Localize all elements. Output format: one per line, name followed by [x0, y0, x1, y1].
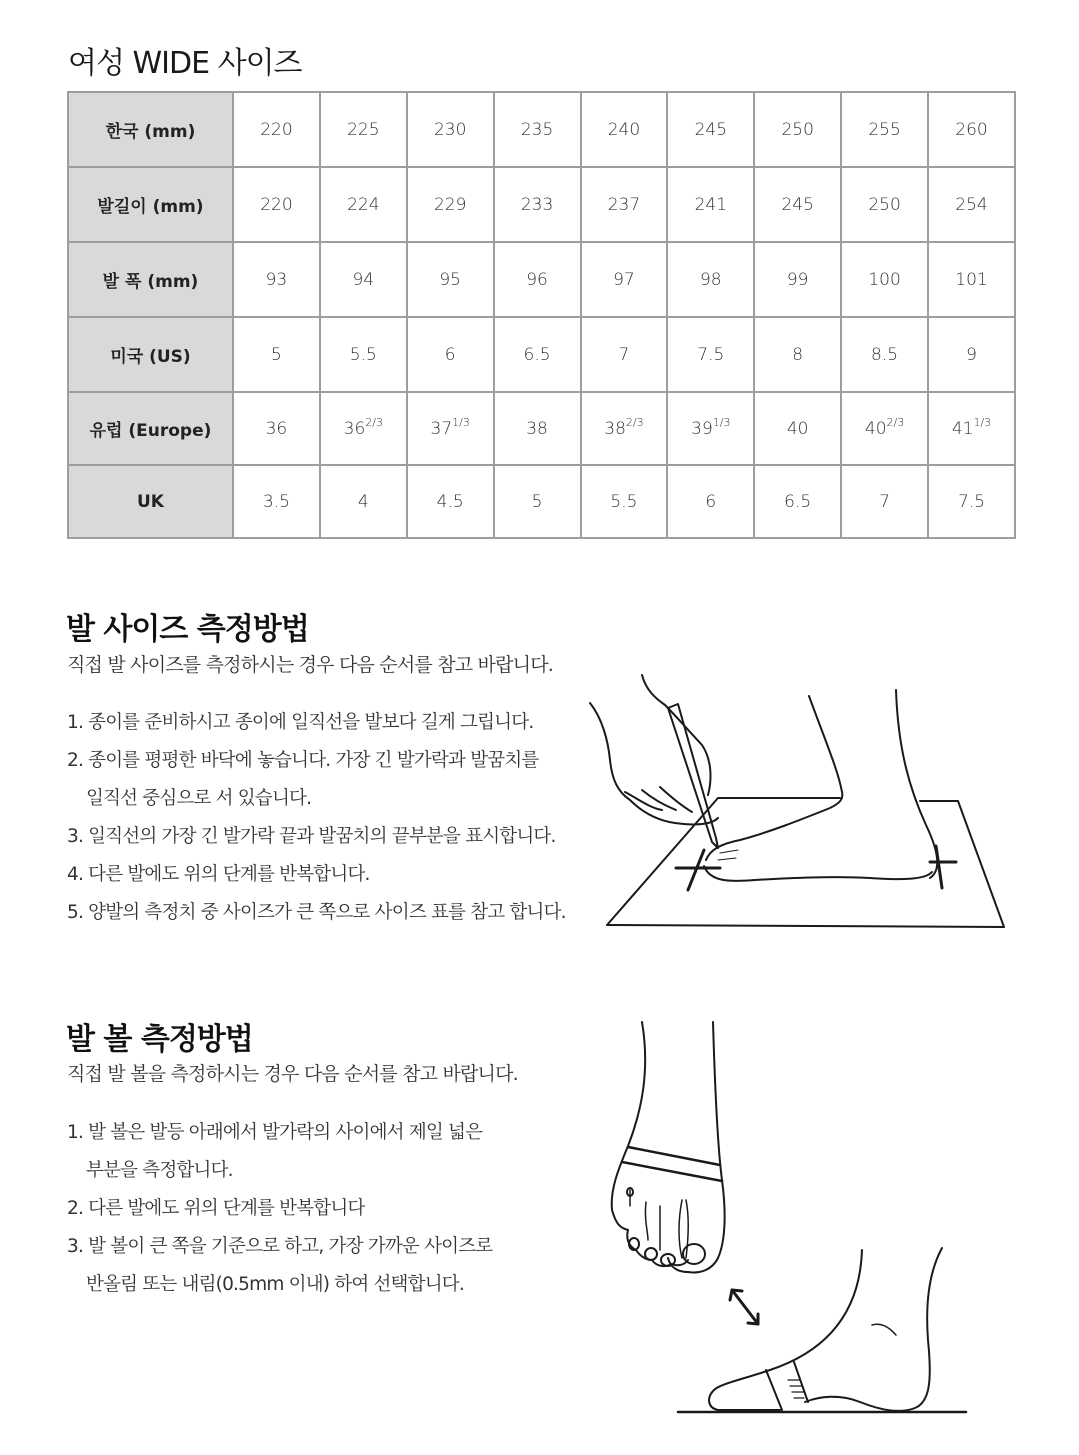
- foot-size-steps: [67, 704, 566, 932]
- table-row-uk: [68, 465, 1015, 538]
- step-item: 2. 다른 발에도 위의 단계를 반복합니다: [67, 1198, 365, 1219]
- table-cell: 7: [841, 465, 928, 538]
- step-item: 1. 발 볼은 발등 아래에서 발가락의 사이에서 제일 넓은: [67, 1122, 483, 1143]
- table-cell: 7.5: [667, 317, 754, 392]
- table-cell: 8: [754, 317, 841, 392]
- table-cell: 260: [928, 92, 1015, 167]
- row-header: UK: [68, 465, 233, 538]
- table-cell: 230: [407, 92, 494, 167]
- table-cell: 245: [754, 167, 841, 242]
- table-cell: 233: [494, 167, 581, 242]
- table-cell: 98: [667, 242, 754, 317]
- table-cell: 7.5: [928, 465, 1015, 538]
- step-item: 3. 일직선의 가장 긴 발가락 끝과 발꿈치의 끝부분을 표시합니다.: [67, 826, 556, 847]
- table-cell: 97: [581, 242, 668, 317]
- table-cell: 6.5: [494, 317, 581, 392]
- table-cell: 255: [841, 92, 928, 167]
- table-cell: 6.5: [754, 465, 841, 538]
- table-row-foot-length: [68, 167, 1015, 242]
- table-cell: 4: [320, 465, 407, 538]
- table-cell: 235: [494, 92, 581, 167]
- foot-size-intro: 직접 발 사이즈를 측정하시는 경우 다음 순서를 참고 바랍니다.: [67, 654, 554, 676]
- step-item-continued: 반올림 또는 내림(0.5mm 이내) 하여 선택합니다.: [86, 1274, 464, 1295]
- size-chart-table: [67, 91, 1016, 539]
- foot-width-steps: [67, 1114, 492, 1304]
- table-row-us: [68, 317, 1015, 392]
- row-header: 유럽 (Europe): [68, 392, 233, 465]
- table-cell: 94: [320, 242, 407, 317]
- table-cell: 245: [667, 92, 754, 167]
- foot-width-intro: 직접 발 볼을 측정하시는 경우 다음 순서를 참고 바랍니다.: [67, 1063, 518, 1085]
- table-cell: 7: [581, 317, 668, 392]
- step-item: 1. 종이를 준비하시고 종이에 일직선을 발보다 길게 그립니다.: [67, 712, 534, 733]
- table-cell: 241: [667, 167, 754, 242]
- foot-width-section-title: 발 볼 측정방법: [66, 1022, 253, 1057]
- table-cell: 220: [233, 167, 320, 242]
- table-cell: $39^{1/3}$: [667, 392, 754, 465]
- table-cell: 229: [407, 167, 494, 242]
- table-row-foot-width: [68, 242, 1015, 317]
- step-item-continued: 부분을 측정합니다.: [86, 1160, 233, 1181]
- table-cell: $37^{1/3}$: [407, 392, 494, 465]
- table-cell: 95: [407, 242, 494, 317]
- row-header: 발길이 (mm): [68, 167, 233, 242]
- table-cell: 6: [667, 465, 754, 538]
- table-cell: 9: [928, 317, 1015, 392]
- table-cell: 5: [233, 317, 320, 392]
- table-cell: 99: [754, 242, 841, 317]
- table-cell: 40: [754, 392, 841, 465]
- step-item: 4. 다른 발에도 위의 단계를 반복합니다.: [67, 864, 370, 885]
- table-cell: 96: [494, 242, 581, 317]
- table-cell: $40^{2/3}$: [841, 392, 928, 465]
- table-cell: 5: [494, 465, 581, 538]
- table-cell: 8.5: [841, 317, 928, 392]
- table-cell: 254: [928, 167, 1015, 242]
- table-cell: 36: [233, 392, 320, 465]
- row-header: 한국 (mm): [68, 92, 233, 167]
- table-cell: 5.5: [320, 317, 407, 392]
- table-cell: $41^{1/3}$: [928, 392, 1015, 465]
- row-header: 발 폭 (mm): [68, 242, 233, 317]
- table-cell: 250: [841, 167, 928, 242]
- step-item-continued: 일직선 중심으로 서 있습니다.: [86, 788, 312, 809]
- table-cell: 93: [233, 242, 320, 317]
- foot-width-measure-illustration-icon: [590, 1010, 990, 1430]
- table-row-korea: [68, 92, 1015, 167]
- step-item: 3. 발 볼이 큰 쪽을 기준으로 하고, 가장 가까운 사이즈로: [67, 1236, 493, 1257]
- table-cell: 4.5: [407, 465, 494, 538]
- foot-length-measure-illustration-icon: [580, 660, 1020, 940]
- table-cell: 225: [320, 92, 407, 167]
- table-cell: 6: [407, 317, 494, 392]
- table-row-europe: [68, 392, 1015, 465]
- table-cell: 101: [928, 242, 1015, 317]
- table-cell: $38^{2/3}$: [581, 392, 668, 465]
- row-header: 미국 (US): [68, 317, 233, 392]
- table-cell: 5.5: [581, 465, 668, 538]
- foot-size-section-title: 발 사이즈 측정방법: [66, 612, 309, 647]
- table-cell: 220: [233, 92, 320, 167]
- table-cell: 240: [581, 92, 668, 167]
- table-cell: 38: [494, 392, 581, 465]
- step-item: 5. 양발의 측정치 중 사이즈가 큰 쪽으로 사이즈 표를 참고 합니다.: [67, 902, 566, 923]
- table-cell: 100: [841, 242, 928, 317]
- table-cell: 237: [581, 167, 668, 242]
- table-cell: 3.5: [233, 465, 320, 538]
- step-item: 2. 종이를 평평한 바닥에 놓습니다. 가장 긴 발가락과 발꿈치를: [67, 750, 539, 771]
- table-cell: 250: [754, 92, 841, 167]
- table-cell: 224: [320, 167, 407, 242]
- size-chart-title: 여성 WIDE 사이즈: [68, 46, 302, 81]
- table-cell: $36^{2/3}$: [320, 392, 407, 465]
